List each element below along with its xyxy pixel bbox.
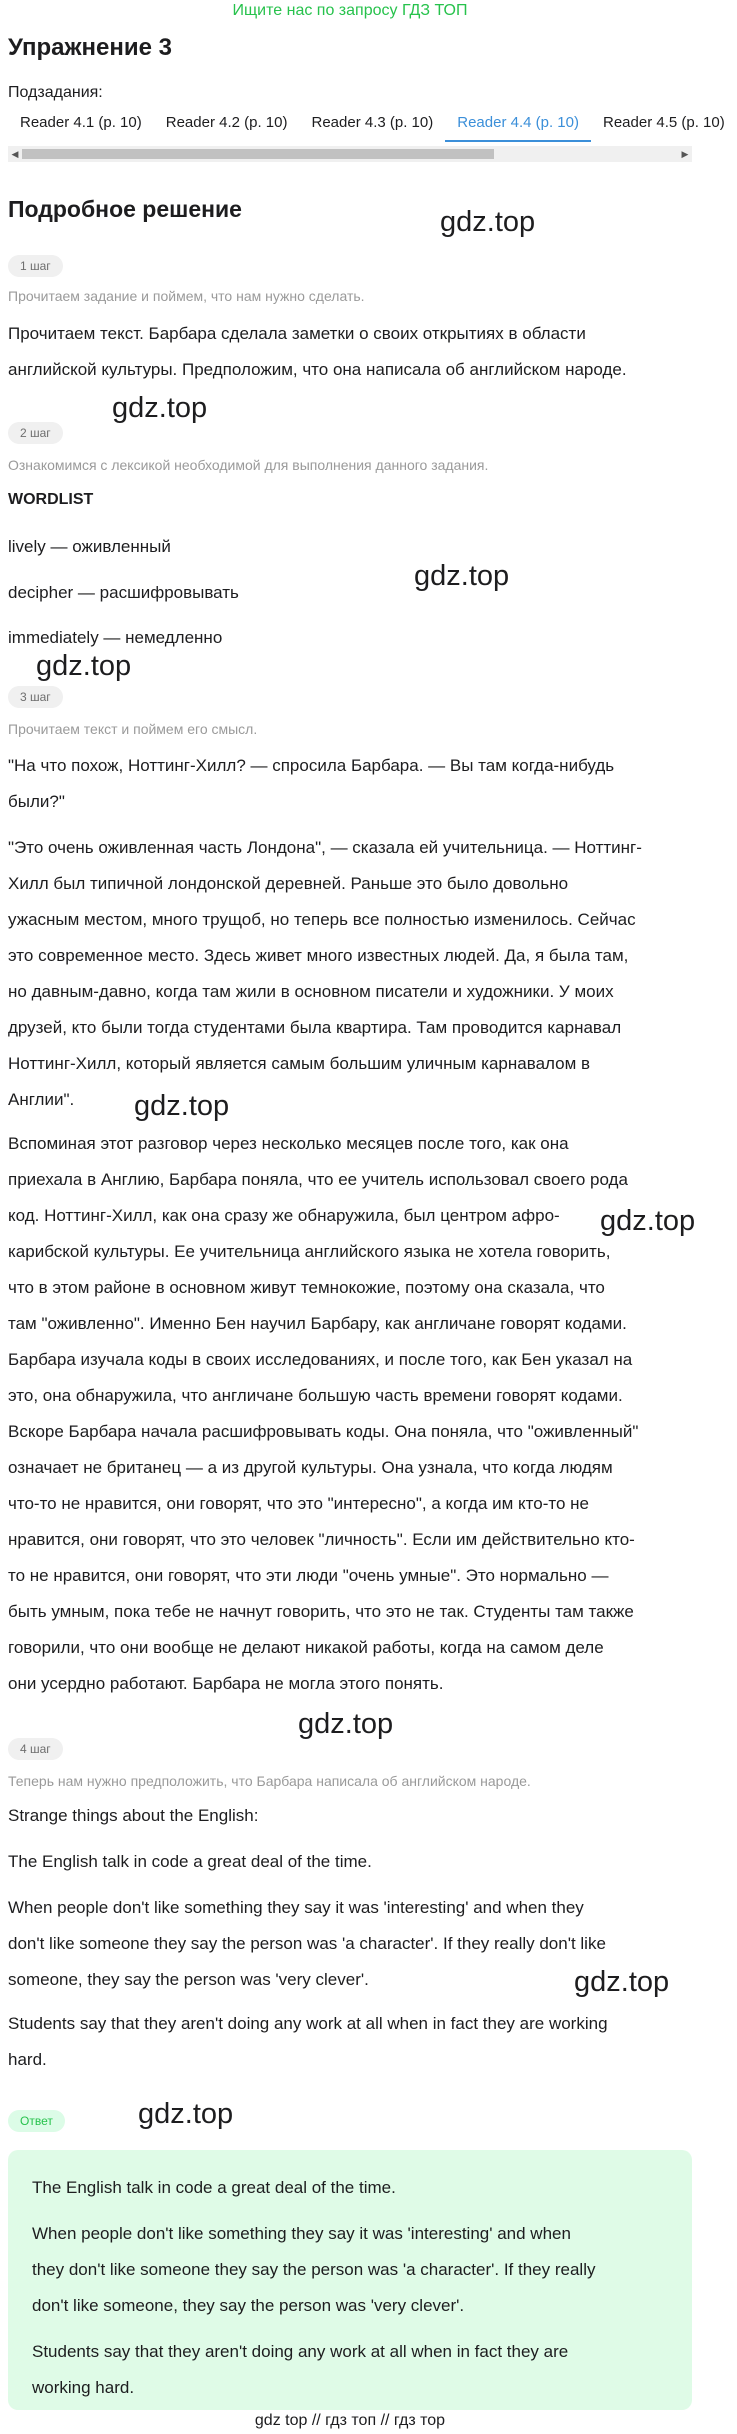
wordlist-title: WORDLIST [8, 491, 94, 508]
step-badge: 2 шаг [8, 422, 63, 444]
tab-reader-4-5[interactable]: Reader 4.5 (p. 10) [603, 114, 725, 131]
step3-paragraph-3: Вспоминая этот разговор через несколько месяцев после того, как она приехала в Англию, Барбара поняла, что ее учитель использовал своего рода код. Ноттинг-Хилл, как она сразу же обнаружила, был центром афро- карибской культуры. Ее учительница английского языка не хотела говорить, что в этом районе в основном живут темнокожие, поэтому она сказала, что там "оживленно". Именно Бен научил Барбару, как англичане говорят кодами. Барбара изучала коды в своих исследованиях, и после того, как Бен указал на это, она обнаружила, что англичане большую часть времени говорят кодами. Вскоре Барбара начала расшифровывать коды. Она поняла, что "оживленный" означает не британец — а из другой культуры. Она узнала, что когда людям что-то не нравится, они говорят, что это "интересно", а когда им кто-то не нравится, они говорят, что это человек "личность". Если им действительно кто- то не нравится, они говорят, что эти люди "очень умные". Это нормально — быть умным, пока тебе не начнут говорить, что это не так. Студенты там также говорили, что они вообще не делают никакой работы, когда на самом деле они усердно работают. Барбара не могла этого понять. [8, 1134, 639, 1693]
step-hint: Ознакомимся с лексикой необходимой для выполнения данного задания. [8, 457, 489, 473]
watermark: gdz.top [134, 1090, 230, 1122]
watermark: gdz.top [112, 392, 208, 424]
watermark: gdz.top [600, 1205, 696, 1237]
step3-paragraph-2: "Это очень оживленная часть Лондона", — сказала ей учительница. — Ноттинг- Хилл был типичной лондонской деревней. Раньше это было довольно ужасным местом, много трущоб, но теперь все полностью изменилось. Сейчас это современное место. Здесь живет много известных людей. Да, я была там, но давным-давно, когда там жили в основном писатели и художники. У моих друзей, кто были тогда студентами была квартира. Там проводится карнавал Ноттинг-Хилл, который является самым большим уличным карнавалом в Англии". [8, 838, 642, 1109]
watermark: gdz.top [138, 2098, 234, 2130]
step4-text: When people don't like something they say it was 'interesting' and when they don't like someone they say the person was 'a character'. If they really don't like someone, they say the person was 'very clever'. [8, 1898, 606, 1989]
watermark: gdz.top [574, 1966, 670, 1998]
solution-title: Подробное решение [8, 196, 242, 222]
step1-text: Прочитаем текст. Барбара сделала заметки о своих открытиях в области английской культуры. Предположим, что она написала об английском народе. [8, 324, 627, 379]
tab-reader-4-1[interactable]: Reader 4.1 (p. 10) [20, 114, 142, 131]
scroll-thumb[interactable] [22, 149, 494, 159]
subtask-tabs [8, 104, 725, 144]
watermark: gdz.top [298, 1708, 394, 1740]
step-badge: 4 шаг [8, 1738, 63, 1760]
answer-line: The English talk in code a great deal of the time. [32, 2178, 396, 2197]
step4-text: Students say that they aren't doing any work at all when in fact they are working hard. [8, 2014, 608, 2069]
wordlist-item: decipher — расшифровывать [8, 583, 239, 602]
answer-badge: Ответ [8, 2110, 65, 2132]
watermark: gdz.top [36, 650, 132, 682]
step4-line: The English talk in code a great deal of the time. [8, 1852, 372, 1871]
subtasks-label: Подзадания: [8, 84, 103, 101]
tab-reader-4-4[interactable]: Reader 4.4 (p. 10) [445, 104, 591, 142]
answer-text: When people don't like something they say it was 'interesting' and when they don't like someone they say the person was 'a character'. If they really don't like someone, they say the person was 'very clever'. [32, 2224, 596, 2315]
watermark: gdz.top [414, 560, 510, 592]
tab-reader-4-2[interactable]: Reader 4.2 (p. 10) [165, 114, 288, 131]
wordlist-item: lively — оживленный [8, 537, 171, 556]
wordlist-item: immediately — немедленно [8, 628, 223, 647]
watermark: gdz.top [440, 206, 536, 238]
step-badge: 3 шаг [8, 686, 63, 708]
step-hint: Прочитаем текст и поймем его смысл. [8, 721, 258, 737]
answer-text: Students say that they aren't doing any work at all when in fact they are working hard. [32, 2342, 569, 2397]
tab-reader-4-3[interactable]: Reader 4.3 (p. 10) [311, 114, 434, 131]
promo-banner: Ищите нас по запросу ГДЗ ТОП [232, 2, 468, 19]
scroll-left-icon[interactable]: ◀ [11, 149, 19, 159]
step4-line: Strange things about the English: [8, 1806, 259, 1825]
tabs-scrollbar[interactable] [8, 146, 692, 162]
step3-paragraph-1: "На что похож, Ноттинг-Хилл? — спросила Барбара. — Вы там когда-нибудь были?" [8, 756, 615, 811]
step-hint: Теперь нам нужно предположить, что Барбара написала об английском народе. [8, 1773, 531, 1789]
step-hint: Прочитаем задание и поймем, что нам нужно сделать. [8, 288, 365, 304]
step-badge: 1 шаг [8, 255, 63, 277]
footer-links[interactable]: gdz top // гдз топ // гдз тор [254, 2412, 446, 2429]
page-title: Упражнение 3 [8, 34, 172, 61]
scroll-right-icon[interactable]: ▶ [681, 149, 689, 159]
